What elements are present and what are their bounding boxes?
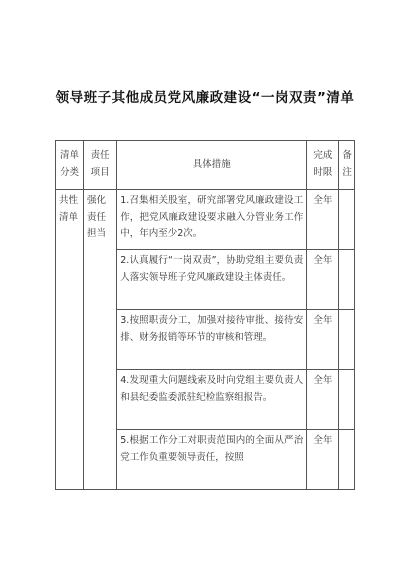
remarks-cell (339, 370, 355, 430)
item-cell: 强化责任担当 (84, 190, 117, 490)
deadline-cell: 全年 (307, 430, 339, 490)
measure-cell: 2.认真履行“一岗双责”，协助党组主要负责人落实领导班子党风廉政建设主体责任。 (117, 250, 307, 310)
remarks-cell (339, 190, 355, 250)
header-measures: 具体措施 (117, 141, 307, 190)
deadline-cell: 全年 (307, 190, 339, 250)
header-item: 责任项目 (84, 141, 117, 190)
table-header-row (56, 141, 355, 190)
page-title: 领导班子其他成员党风廉政建设“一岗双责”清单 (55, 90, 355, 106)
measure-cell: 3.按照职责分工，加强对接待审批、接待安排、财务报销等环节的审核和管理。 (117, 310, 307, 370)
remarks-cell (339, 250, 355, 310)
deadline-cell: 全年 (307, 370, 339, 430)
remarks-cell (339, 430, 355, 490)
deadline-cell: 全年 (307, 310, 339, 370)
measure-cell: 1.召集相关股室，研究部署党风廉政建设工作，把党风廉政建设要求融入分管业务工作中，年内至少2次。 (117, 190, 307, 250)
category-cell: 共性清单 (56, 190, 84, 490)
header-remarks: 备注 (339, 141, 355, 190)
deadline-cell: 全年 (307, 250, 339, 310)
header-category: 清单分类 (56, 141, 84, 190)
header-deadline: 完成时限 (307, 141, 339, 190)
measure-cell: 5.根据工作分工对职责范围内的全面从严治党工作负重要领导责任，按照 (117, 430, 307, 490)
duty-list-table-container (55, 140, 355, 580)
remarks-cell (339, 310, 355, 370)
duty-list-table (55, 140, 355, 490)
measure-cell: 4.发现重大问题线索及时向党组主要负责人和县纪委监委派驻纪检监察组报告。 (117, 370, 307, 430)
table-row (56, 190, 355, 250)
